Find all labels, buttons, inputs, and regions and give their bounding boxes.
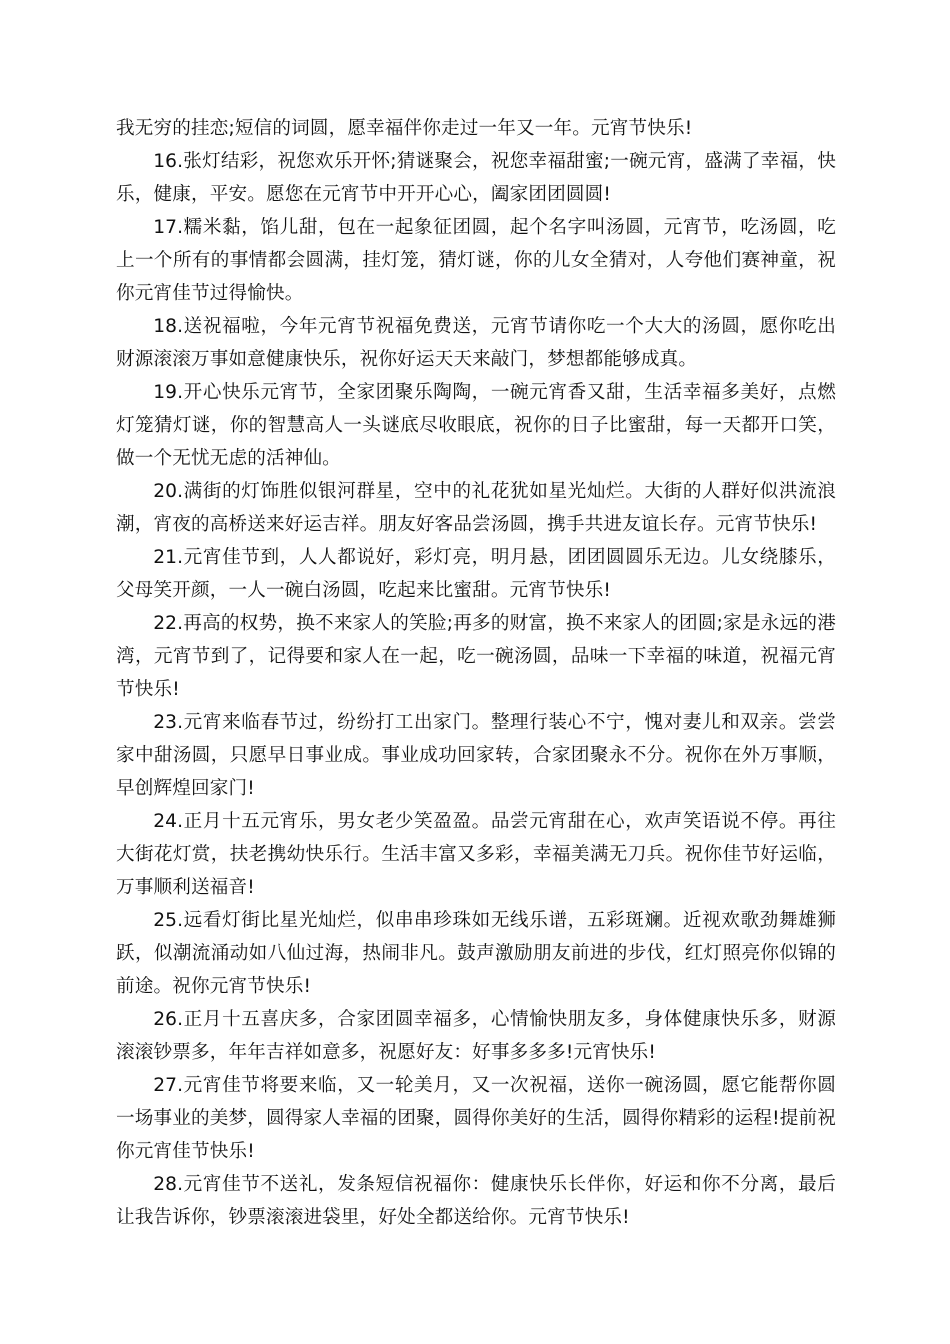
paragraph-21: 21.元宵佳节到，人人都说好，彩灯亮，明月悬，团团圆圆乐无边。儿女绕膝乐，父母笑开颜，一人一碗白汤圆，吃起来比蜜甜。元宵节快乐!	[116, 547, 836, 601]
paragraph-18: 18.送祝福啦，今年元宵节祝福免费送，元宵节请你吃一个大大的汤圆，愿你吃出财源滚滚万事如意健康快乐，祝你好运天天来敲门，梦想都能够成真。	[116, 316, 836, 370]
paragraph-23: 23.元宵来临春节过，纷纷打工出家门。整理行装心不宁，愧对妻儿和双亲。尝尝家中甜汤圆，只愿早日事业成。事业成功回家转，合家团聚永不分。祝你在外万事顺，早创辉煌回家门!	[116, 712, 836, 799]
paragraph-28: 28.元宵佳节不送礼，发条短信祝福你：健康快乐长伴你，好运和你不分离，最后让我告诉你，钞票滚滚进袋里，好处全都送给你。元宵节快乐!	[116, 1174, 836, 1228]
paragraph-continuation: 我无穷的挂恋;短信的词圆，愿幸福伴你走过一年又一年。元宵节快乐!	[116, 118, 693, 139]
paragraph-27: 27.元宵佳节将要来临，又一轮美月，又一次祝福，送你一碗汤圆，愿它能帮你圆一场事业的美梦，圆得家人幸福的团聚，圆得你美好的生活，圆得你精彩的运程!提前祝你元宵佳节快乐!	[116, 1075, 836, 1162]
paragraph-22: 22.再高的权势，换不来家人的笑脸;再多的财富，换不来家人的团圆;家是永远的港湾，元宵节到了，记得要和家人在一起，吃一碗汤圆，品味一下幸福的味道，祝福元宵节快乐!	[116, 613, 836, 700]
paragraph-20: 20.满街的灯饰胜似银河群星，空中的礼花犹如星光灿烂。大街的人群好似洪流浪潮，宵夜的高桥送来好运吉祥。朋友好客品尝汤圆，携手共进友谊长存。元宵节快乐!	[116, 481, 836, 535]
paragraph-25: 25.远看灯街比星光灿烂，似串串珍珠如无线乐谱，五彩斑斓。近视欢歌劲舞雄狮跃，似潮流涌动如八仙过海，热闹非凡。鼓声激励朋友前进的步伐，红灯照亮你似锦的前途。祝你元宵节快乐!	[116, 910, 836, 997]
paragraph-26: 26.正月十五喜庆多，合家团圆幸福多，心情愉快朋友多，身体健康快乐多，财源滚滚钞票多，年年吉祥如意多，祝愿好友：好事多多多!元宵快乐!	[116, 1009, 836, 1063]
paragraph-24: 24.正月十五元宵乐，男女老少笑盈盈。品尝元宵甜在心，欢声笑语说不停。再往大街花灯赏，扶老携幼快乐行。生活丰富又多彩，幸福美满无刀兵。祝你佳节好运临，万事顺利送福音!	[116, 811, 836, 898]
document-page	[116, 112, 836, 1234]
paragraph-16: 16.张灯结彩，祝您欢乐开怀;猜谜聚会，祝您幸福甜蜜;一碗元宵，盛满了幸福，快乐，健康，平安。愿您在元宵节中开开心心，阖家团团圆圆!	[116, 151, 836, 205]
paragraph-19: 19.开心快乐元宵节，全家团聚乐陶陶，一碗元宵香又甜，生活幸福多美好，点燃灯笼猜灯谜，你的智慧高人一头谜底尽收眼底，祝你的日子比蜜甜，每一天都开口笑，做一个无忧无虑的活神仙。	[116, 382, 836, 469]
paragraph-17: 17.糯米黏，馅儿甜，包在一起象征团圆，起个名字叫汤圆，元宵节，吃汤圆，吃上一个所有的事情都会圆满，挂灯笼，猜灯谜，你的儿女全猜对，人夸他们赛神童，祝你元宵佳节过得愉快。	[116, 217, 836, 304]
